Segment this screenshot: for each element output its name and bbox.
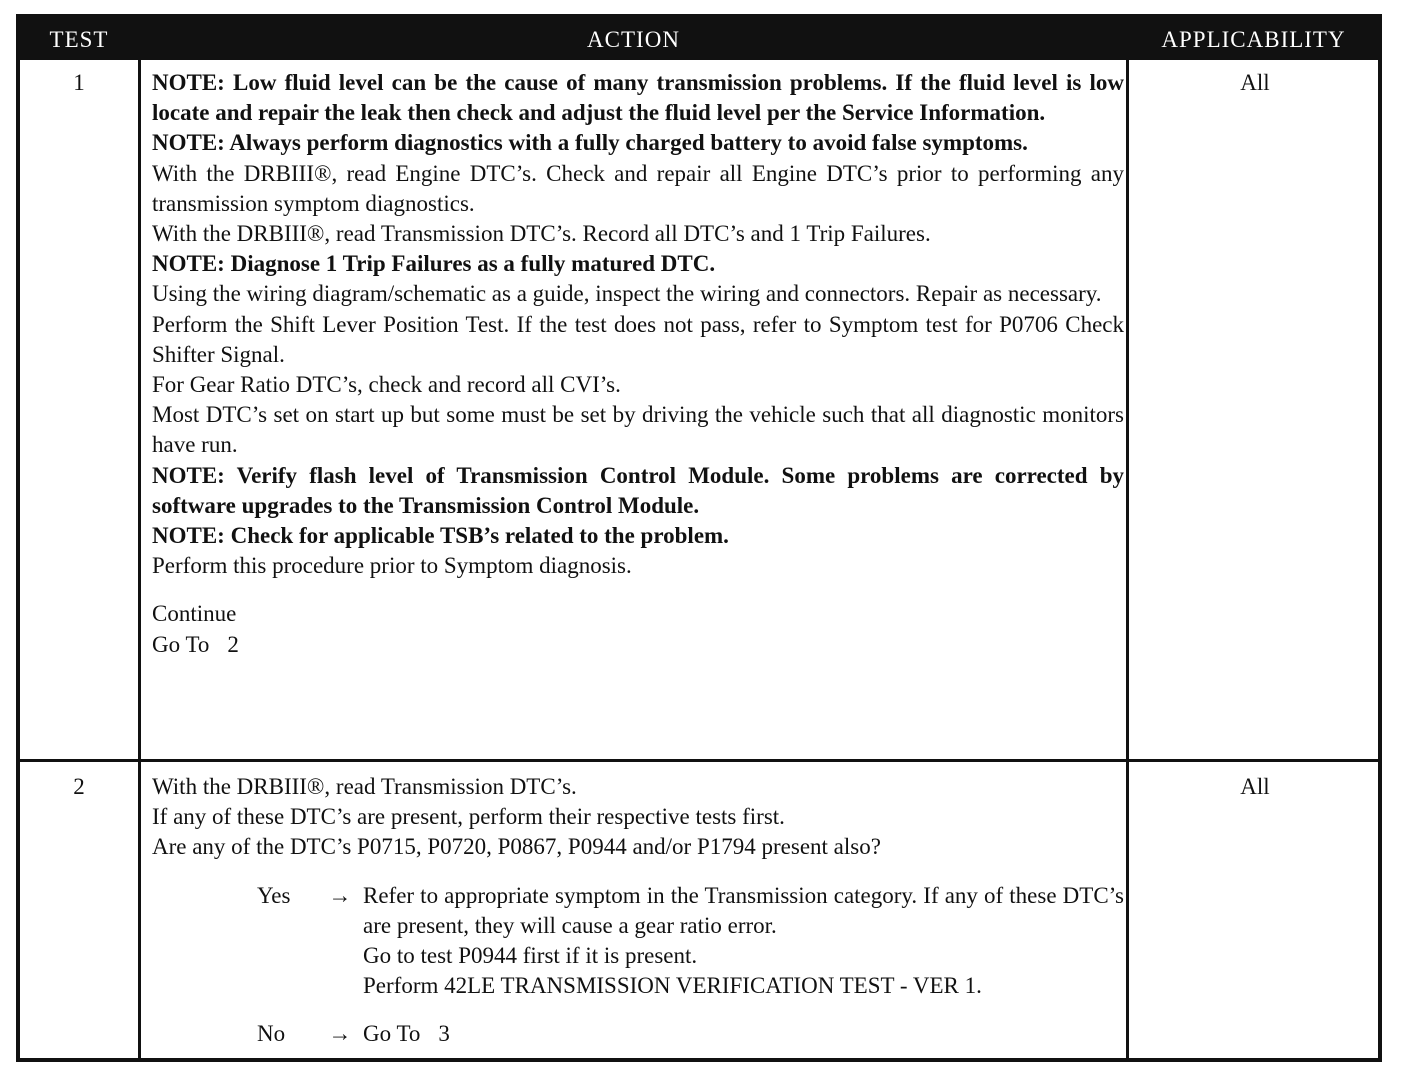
column-divider [1126,18,1129,1058]
action-line: Most DTC’s set on start up but some must be set by driving the vehicle such that all diagnostic monitors have run. [152,402,1124,458]
action-line: Are any of the DTC’s P0715, P0720, P0867, P0944 and/or P1794 present also? [152,834,881,860]
goto-target: 3 [438,1021,450,1047]
yes-text-line: Go to test P0944 first if it is present. [363,943,698,969]
action-line: For Gear Ratio DTC’s, check and record all CVI’s. [152,372,621,398]
table-header [20,18,1378,60]
action-line: If any of these DTC’s are present, perform their respective tests first. [152,804,785,830]
test-number: 1 [73,70,85,95]
yes-label: Yes [257,882,291,908]
no-result [152,1019,1124,1049]
goto-label: Go To [363,1021,421,1047]
goto-step[interactable] [363,1019,1124,1049]
yes-result [152,881,1124,1002]
action-cell [152,772,1124,1050]
test-number: 2 [73,774,85,799]
yes-result-text [363,881,1124,1002]
action-line: With the DRBIII®, read Engine DTC’s. Check and repair all Engine DTC’s prior to performing any transmission symptom diagnostics. [152,160,1124,216]
goto-step[interactable] [152,630,1124,660]
action-line: NOTE: Diagnose 1 Trip Failures as a fully matured DTC. [152,251,716,277]
arrow-icon: → [328,1021,352,1047]
no-label: No [257,1021,286,1047]
header-test: TEST [49,27,109,52]
goto-label: Go To [152,631,210,657]
continue-label: Continue [152,601,237,627]
yes-text-line: Perform 42LE TRANSMISSION VERIFICATION TEST - VER 1. [363,973,982,999]
action-cell [152,68,1124,660]
action-line: NOTE: Check for applicable TSB’s related to the problem. [152,523,729,549]
action-line: Perform this procedure prior to Symptom diagnosis. [152,553,632,579]
header-applicability: APPLICABILITY [1161,27,1346,52]
action-line: Perform the Shift Lever Position Test. If the test does not pass, refer to Symptom test for P0706 Check Shifter Signal. [152,311,1124,367]
goto-target: 2 [227,631,239,657]
column-divider [138,18,141,1058]
yes-text-line: Refer to appropriate symptom in the Transmission category. If any of these DTC’s are present, they will cause a gear ratio error. [363,882,1124,938]
applicability-value: All [1240,774,1270,799]
action-line: NOTE: Low fluid level can be the cause of many transmission problems. If the fluid level is low locate and repair the leak then check and adjust the fluid level per the Service Information. [152,70,1124,126]
action-line: With the DRBIII®, read Transmission DTC’s. Record all DTC’s and 1 Trip Failures. [152,221,931,247]
diagnostic-table [16,14,1382,1062]
applicability-value: All [1240,70,1270,95]
action-line: Using the wiring diagram/schematic as a guide, inspect the wiring and connectors. Repair as necessary. [152,281,1102,307]
action-line: NOTE: Verify flash level of Transmission Control Module. Some problems are corrected by software upgrades to the Transmission Control Module. [152,462,1124,518]
header-action: ACTION [587,27,680,52]
action-line: NOTE: Always perform diagnostics with a fully charged battery to avoid false symptoms. [152,130,1028,156]
action-line: With the DRBIII®, read Transmission DTC’s. [152,774,577,799]
arrow-icon: → [328,882,352,908]
row-divider [20,759,1378,762]
